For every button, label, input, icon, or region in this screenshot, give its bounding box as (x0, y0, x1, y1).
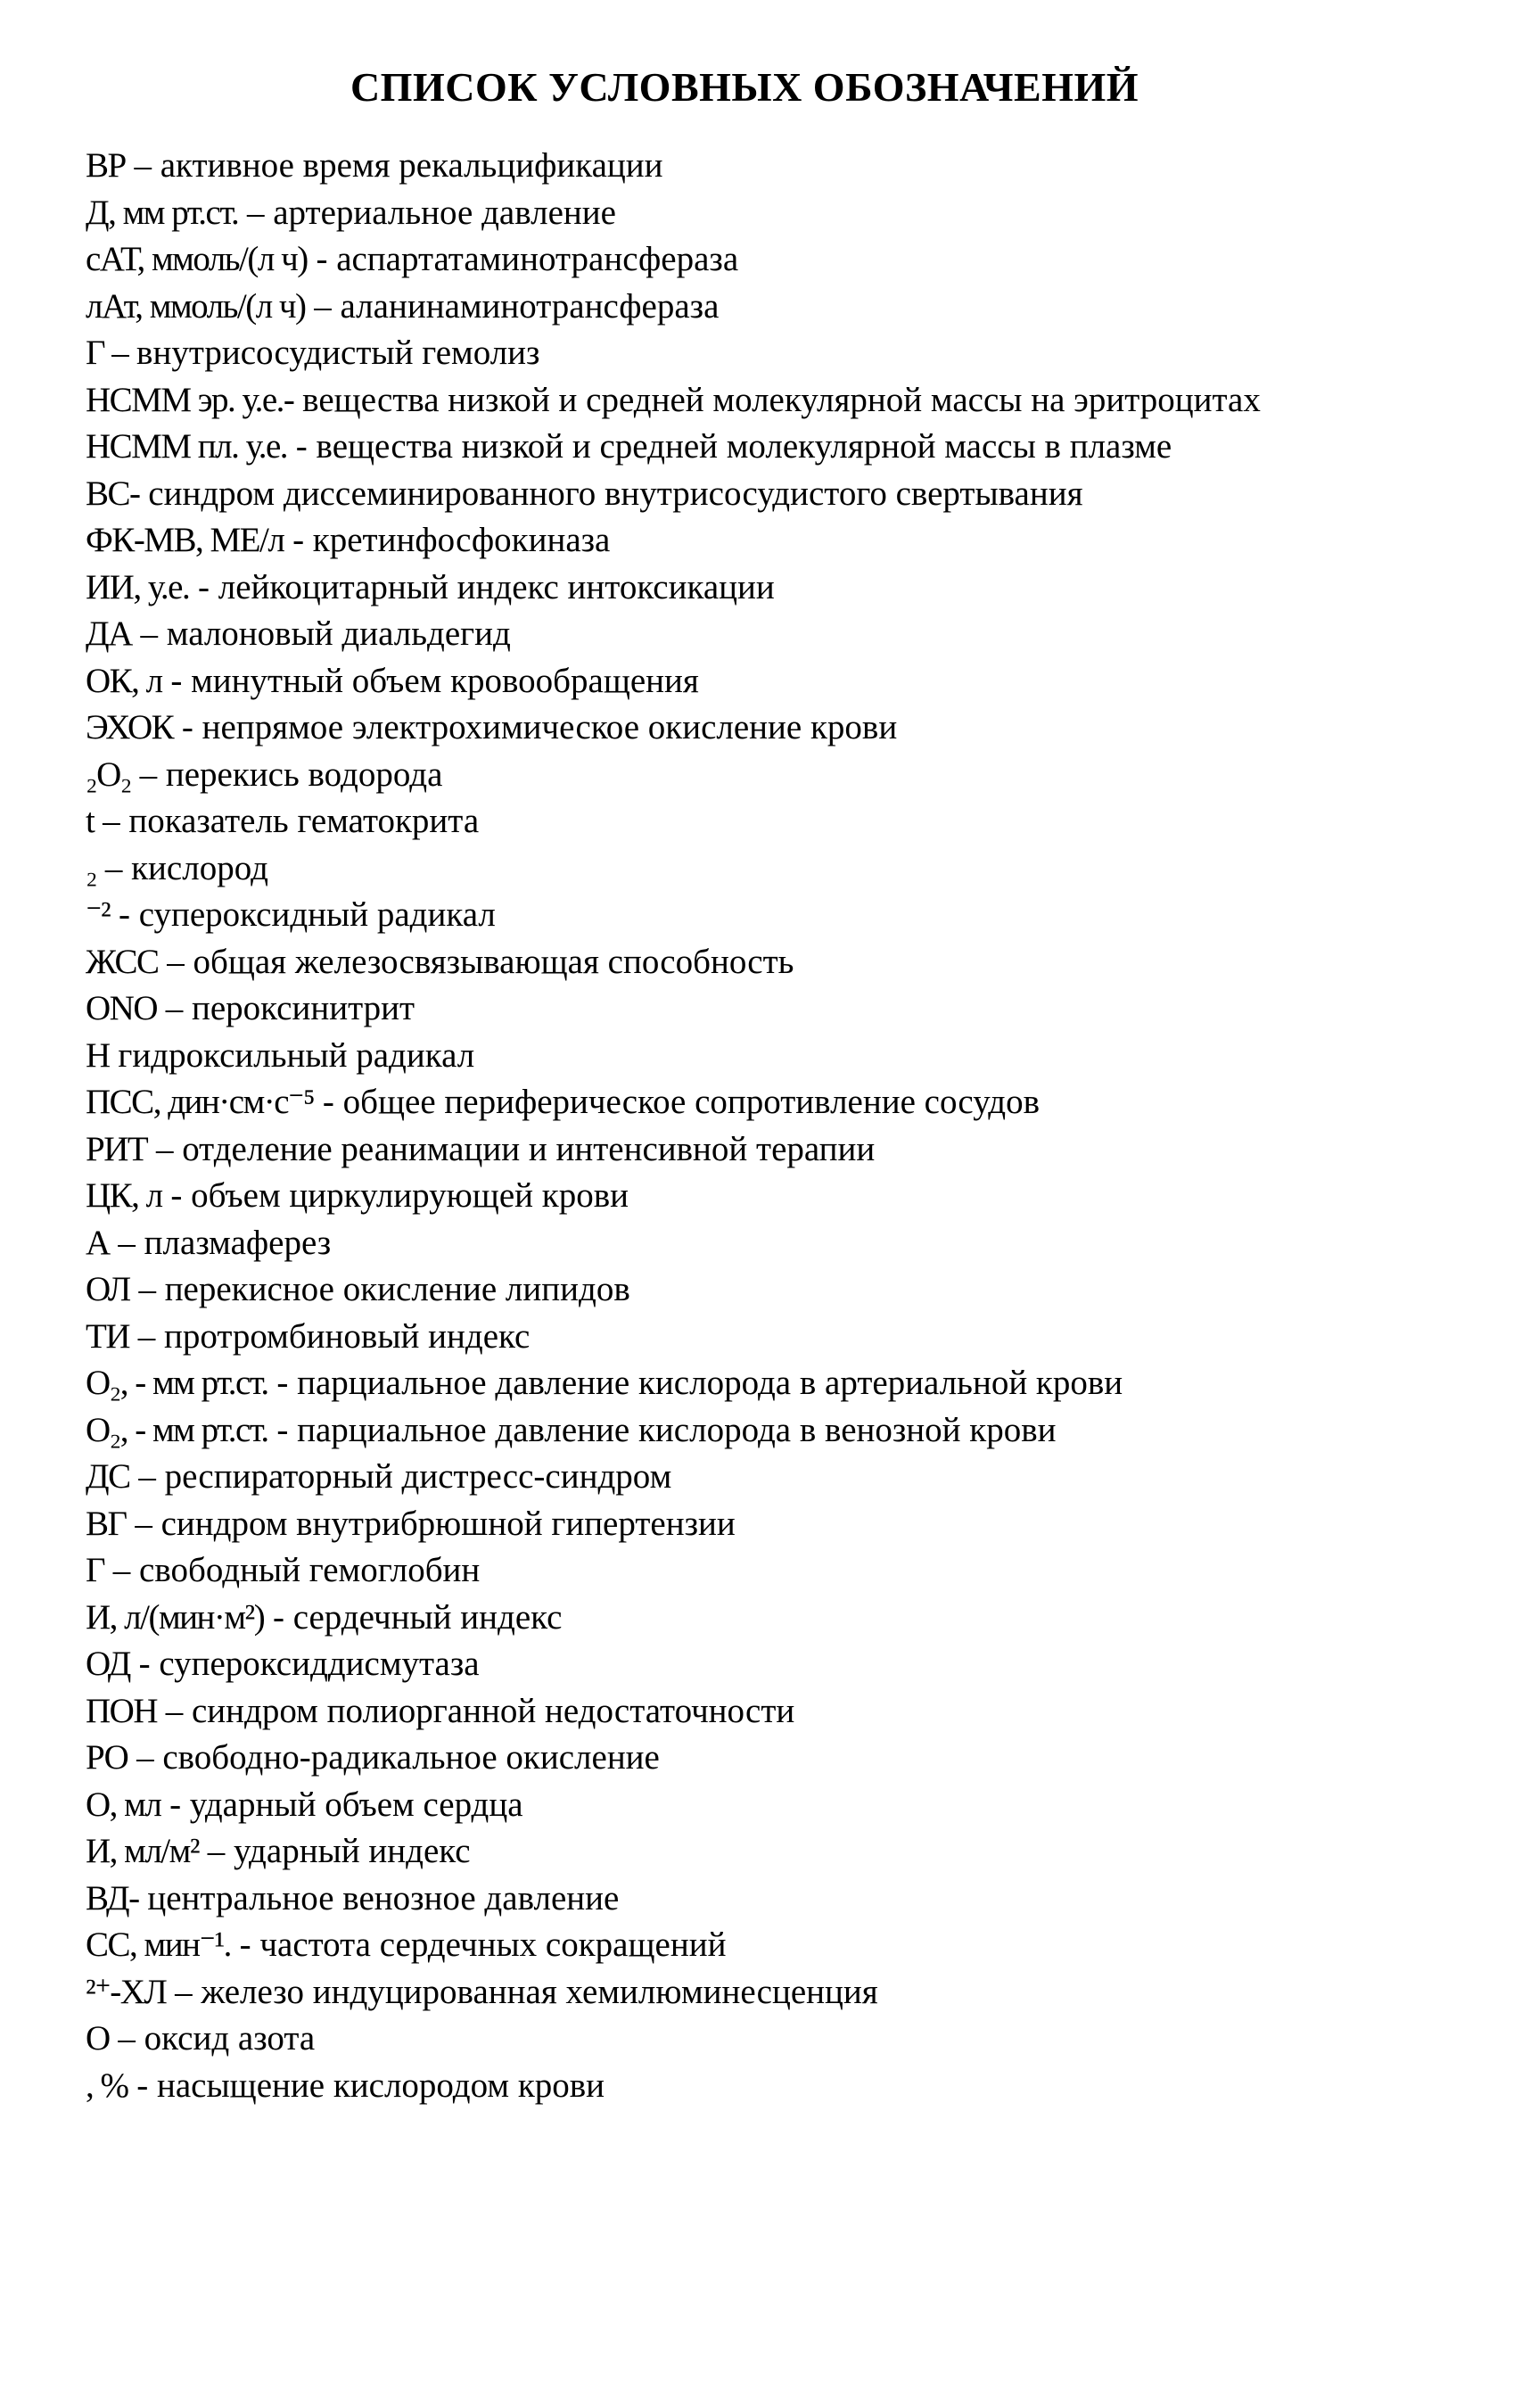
list-item (86, 517, 1512, 565)
list-item (86, 1126, 1512, 1174)
abbreviation: Г – (86, 334, 128, 372)
list-item (86, 1266, 1512, 1314)
abbreviation: ДС (86, 1457, 130, 1496)
definition: вещества низкой и средней молекулярной массы на эритроцитах (302, 380, 1261, 419)
abbreviation: ВС- (86, 474, 140, 513)
definition: - парциальное давление кислорода в артериальной крови (276, 1364, 1123, 1402)
definition: - минутный объем кровообращения (170, 661, 699, 700)
abbreviation: ПОН (86, 1691, 157, 1730)
list-item (86, 565, 1512, 612)
definition: – плазмаферез (118, 1223, 332, 1262)
list-item (86, 1220, 1512, 1267)
abbreviation: РИТ (86, 1129, 148, 1168)
abbreviation: ИИ, у.е. (86, 567, 190, 606)
abbreviation: НСММ пл. у.е. (86, 427, 288, 466)
abbreviation: О (86, 2019, 110, 2058)
list-item (86, 985, 1512, 1033)
list-item (86, 611, 1512, 658)
definition: – ударный индекс (207, 1832, 471, 1870)
abbreviation: ВГ (86, 1504, 127, 1543)
list-item (86, 939, 1512, 986)
list-item (86, 1876, 1512, 1923)
list-item (86, 1033, 1512, 1080)
definition: – пероксинитрит (165, 989, 415, 1027)
definition: синдром диссеминированного внутрисосудистого свертывания (148, 474, 1083, 513)
page-title: СПИСОК УСЛОВНЫХ ОБОЗНАЧЕНИЙ (350, 63, 1139, 110)
definition: – артериальное давление (246, 193, 616, 232)
list-item (86, 1641, 1512, 1688)
abbreviation: О₂, - мм рт.ст. (86, 1410, 268, 1449)
list-item (86, 330, 1512, 377)
definition: – перекисное окисление липидов (138, 1270, 630, 1308)
list-item (86, 1735, 1512, 1782)
list-item (86, 1407, 1512, 1455)
list-item (86, 1828, 1512, 1876)
definition: – аланинаминотрансфераза (314, 286, 720, 326)
abbreviation: ₂ (86, 848, 97, 887)
abbreviation: О, мл (86, 1785, 161, 1824)
definition: - насыщение кислородом крови (136, 2066, 605, 2105)
definition: – синдром полиорганной недостаточности (165, 1691, 795, 1730)
list-item (86, 1314, 1512, 1361)
abbreviation: ОК, л (86, 661, 162, 700)
list-item (86, 798, 1512, 845)
list-item (86, 2016, 1512, 2063)
definition: - кретинфосфокиназа (292, 521, 611, 559)
abbreviation: Д, мм рт.ст. (86, 193, 239, 232)
definition: - вещества низкой и средней молекулярной массы в плазме (295, 427, 1172, 466)
abbreviation: ЖСС (86, 942, 159, 981)
abbreviation: ⁻² (86, 895, 111, 934)
abbreviation: ОЛ (86, 1270, 130, 1308)
abbreviation: ВД- (86, 1878, 139, 1917)
list-item (86, 1969, 1512, 2016)
list-item (86, 1360, 1512, 1407)
abbreviation: ПСС, дин·см·с⁻⁵ (86, 1083, 315, 1121)
abbreviation: ОД (86, 1645, 130, 1683)
definition: - парциальное давление кислорода в венозной крови (276, 1410, 1057, 1449)
abbreviation: Н (86, 1035, 110, 1075)
list-item (86, 1922, 1512, 1969)
list-item (86, 471, 1512, 518)
list-item (86, 284, 1512, 331)
list-item (86, 705, 1512, 752)
definition: – свободный гемоглобин (112, 1551, 481, 1589)
definition: гидроксильный радикал (118, 1035, 475, 1075)
abbreviation: , % (86, 2066, 128, 2105)
abbreviation: ONO (86, 989, 157, 1027)
list-item (86, 1688, 1512, 1736)
definition: – перекись водорода (139, 755, 443, 794)
definition: – общая железосвязывающая способность (167, 942, 794, 981)
definition: - супероксиддисмутаза (138, 1645, 480, 1683)
definition: - непрямое электрохимическое окисление крови (181, 708, 898, 746)
abbreviation: И, мл/м² (86, 1832, 200, 1870)
list-item (86, 1501, 1512, 1548)
abbreviation: ²⁺-ХЛ (86, 1972, 167, 2011)
definition: – респираторный дистресс-синдром (138, 1457, 672, 1496)
abbreviation: А (86, 1223, 110, 1262)
definition: - супероксидный радикал (118, 895, 496, 934)
definition: – железо индуцированная хемилюминесценция (175, 1972, 878, 2011)
definition: - лейкоцитарный индекс интоксикации (198, 567, 775, 606)
abbreviation: ФК-МВ, МЕ/л (86, 521, 284, 559)
definition: – свободно-радикальное окисление (136, 1738, 660, 1777)
abbreviation-list (86, 143, 1512, 2109)
definition: – протромбиновый индекс (137, 1316, 531, 1356)
abbreviation: И, л/(мин·м²) (86, 1597, 265, 1637)
abbreviation: СС, мин⁻¹. (86, 1926, 231, 1964)
list-item (86, 1454, 1512, 1501)
definition: – синдром внутрибрюшной гипертензии (135, 1504, 736, 1543)
definition: – отделение реанимации и интенсивной терапии (155, 1129, 876, 1168)
abbreviation: РО (86, 1738, 128, 1777)
list-item (86, 236, 1512, 284)
abbreviation: сАТ, ммоль/(л ч) (86, 240, 308, 278)
abbreviation: ЦК, л (86, 1176, 162, 1215)
list-item (86, 1547, 1512, 1595)
list-item (86, 377, 1512, 425)
definition: - аспартатаминотрансфераза (316, 240, 739, 278)
abbreviation: лАт, ммоль/(л ч) (86, 286, 306, 326)
abbreviation: О₂, - мм рт.ст. (86, 1364, 268, 1402)
list-item (86, 1782, 1512, 1829)
list-item (86, 1079, 1512, 1126)
list-item (86, 752, 1512, 799)
definition: – оксид азота (118, 2019, 316, 2058)
definition: внутрисосудистый гемолиз (136, 334, 540, 372)
abbreviation: Г (86, 1551, 105, 1589)
list-item (86, 1595, 1512, 1642)
list-item (86, 143, 1512, 190)
abbreviation: ТИ (86, 1316, 129, 1356)
definition: – кислород (104, 848, 268, 887)
list-item (86, 1173, 1512, 1220)
definition: – активное время рекальцификации (134, 146, 663, 185)
abbreviation: t (86, 802, 95, 840)
list-item (86, 2063, 1512, 2110)
abbreviation: ₂О₂ (86, 755, 131, 794)
abbreviation: НСММ эр. у.е.- (86, 380, 294, 419)
list-item (86, 424, 1512, 471)
definition: - сердечный индекс (272, 1597, 563, 1637)
abbreviation: ВР (86, 146, 126, 185)
list-item (86, 845, 1512, 893)
list-item (86, 190, 1512, 237)
definition: центральное венозное давление (147, 1878, 620, 1917)
list-item (86, 658, 1512, 705)
abbreviation: ДА (86, 614, 132, 653)
definition: - частота сердечных сокращений (239, 1926, 727, 1964)
abbreviation: ЭХОК (86, 708, 174, 746)
definition: – показатель гематокрита (103, 802, 480, 840)
definition: – малоновый диальдегид (140, 614, 511, 653)
definition: - объем циркулирующей крови (170, 1176, 629, 1215)
definition: - ударный объем сердца (169, 1785, 523, 1824)
list-item (86, 892, 1512, 939)
definition: - общее периферическое сопротивление сосудов (322, 1083, 1041, 1121)
